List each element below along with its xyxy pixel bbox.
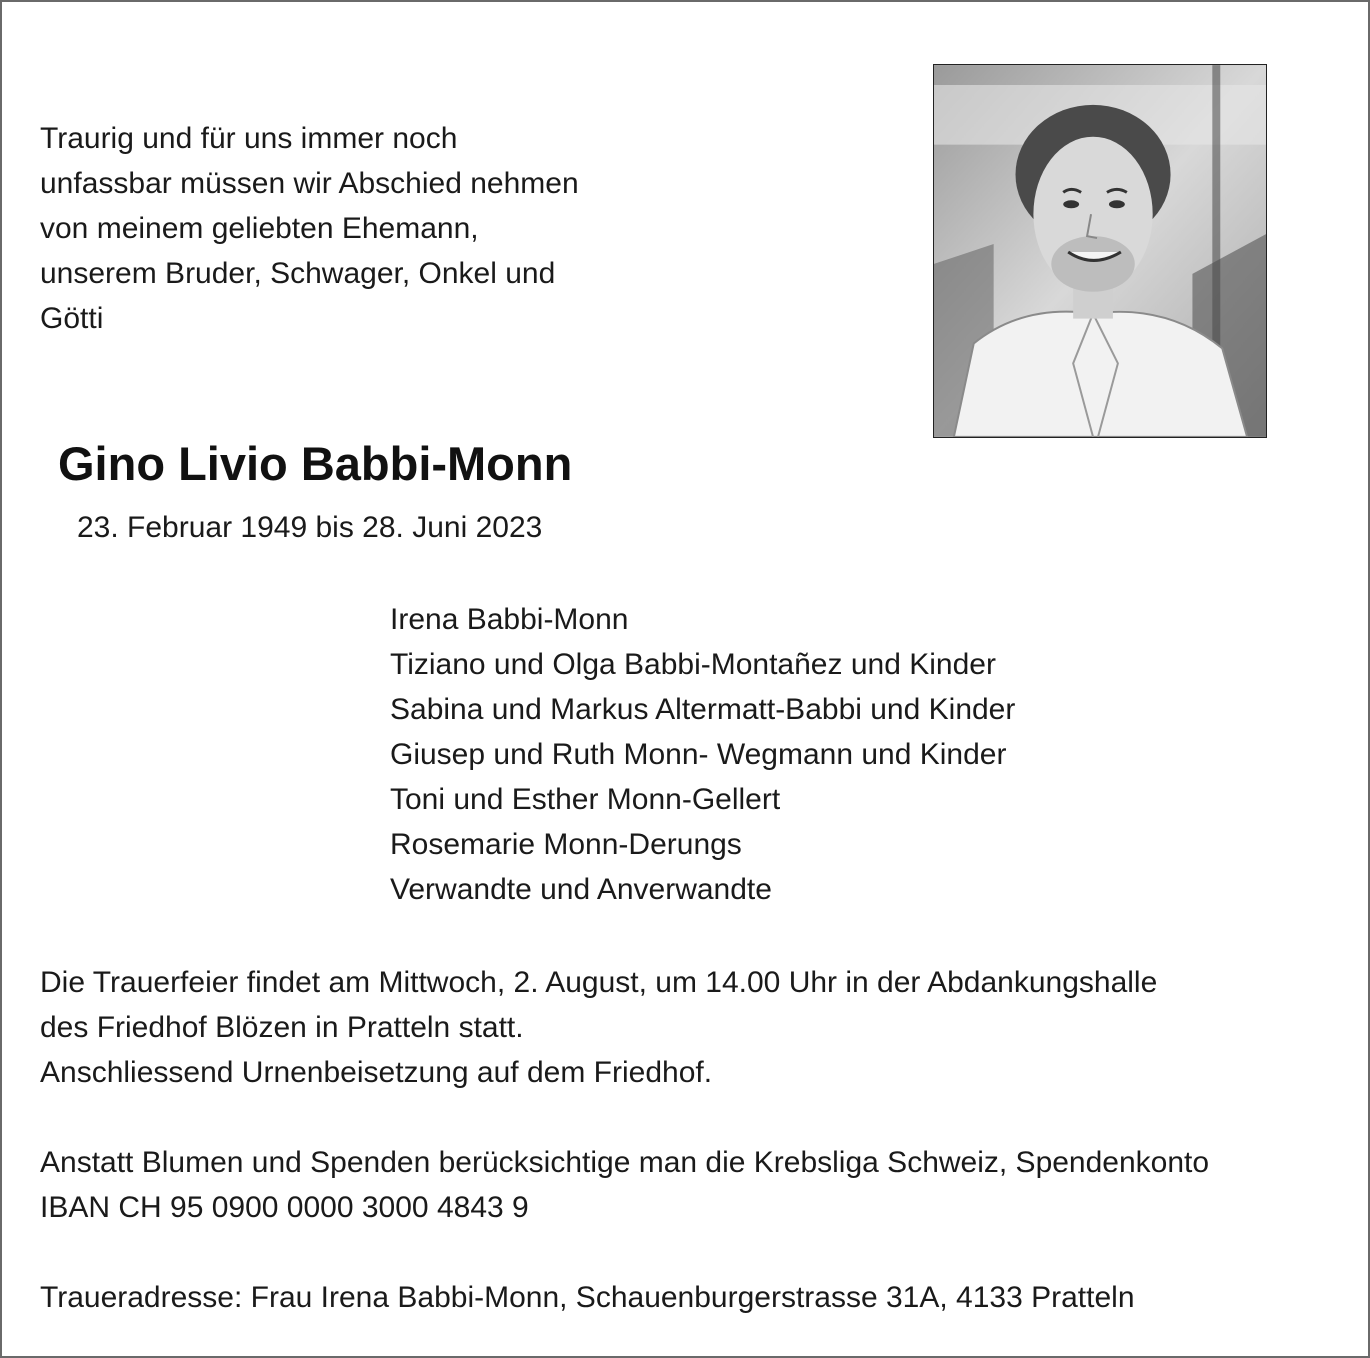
ceremony-line: Anschliessend Urnenbeisetzung auf dem Friedhof. [40, 1056, 713, 1089]
intro-text [40, 116, 680, 341]
intro-line: unserem Bruder, Schwager, Onkel und [40, 257, 556, 290]
mourner-line: Tiziano und Olga Babbi-Montañez und Kinder [390, 648, 996, 681]
mourner-line: Verwandte und Anverwandte [390, 873, 772, 906]
mourner-line: Rosemarie Monn-Derungs [390, 828, 742, 861]
donation-line: IBAN CH 95 0900 0000 3000 4843 9 [40, 1191, 529, 1224]
intro-line: Götti [40, 302, 104, 335]
portrait-photo [933, 64, 1267, 438]
donation-line: Anstatt Blumen und Spenden berücksichtige man die Krebsliga Schweiz, Spendenkonto [40, 1146, 1210, 1179]
intro-line: Traurig und für uns immer noch [40, 122, 458, 155]
spacer [40, 1230, 1340, 1275]
mourner-line: Toni und Esther Monn-Gellert [390, 783, 781, 816]
mourner-line: Giusep und Ruth Monn- Wegmann und Kinder [390, 738, 1007, 771]
ceremony-line: des Friedhof Blözen in Pratteln statt. [40, 1011, 524, 1044]
intro-line: unfassbar müssen wir Abschied nehmen [40, 167, 579, 200]
deceased-name: Gino Livio Babbi-Monn [58, 437, 573, 490]
life-dates: 23. Februar 1949 bis 28. Juni 2023 [77, 511, 543, 544]
mourners-list [390, 597, 1015, 912]
mourner-line: Sabina und Markus Altermatt-Babbi und Kinder [390, 693, 1016, 726]
spacer [40, 1095, 1340, 1140]
mourning-address: Traueradresse: Frau Irena Babbi-Monn, Schauenburgerstrasse 31A, 4133 Pratteln [40, 1281, 1135, 1314]
intro-line: von meinem geliebten Ehemann, [40, 212, 479, 245]
ceremony-line: Die Trauerfeier findet am Mittwoch, 2. August, um 14.00 Uhr in der Abdankungshalle [40, 966, 1158, 999]
mourner-line: Irena Babbi-Monn [390, 603, 629, 636]
portrait-illustration [934, 65, 1266, 437]
info-section [40, 960, 1340, 1320]
